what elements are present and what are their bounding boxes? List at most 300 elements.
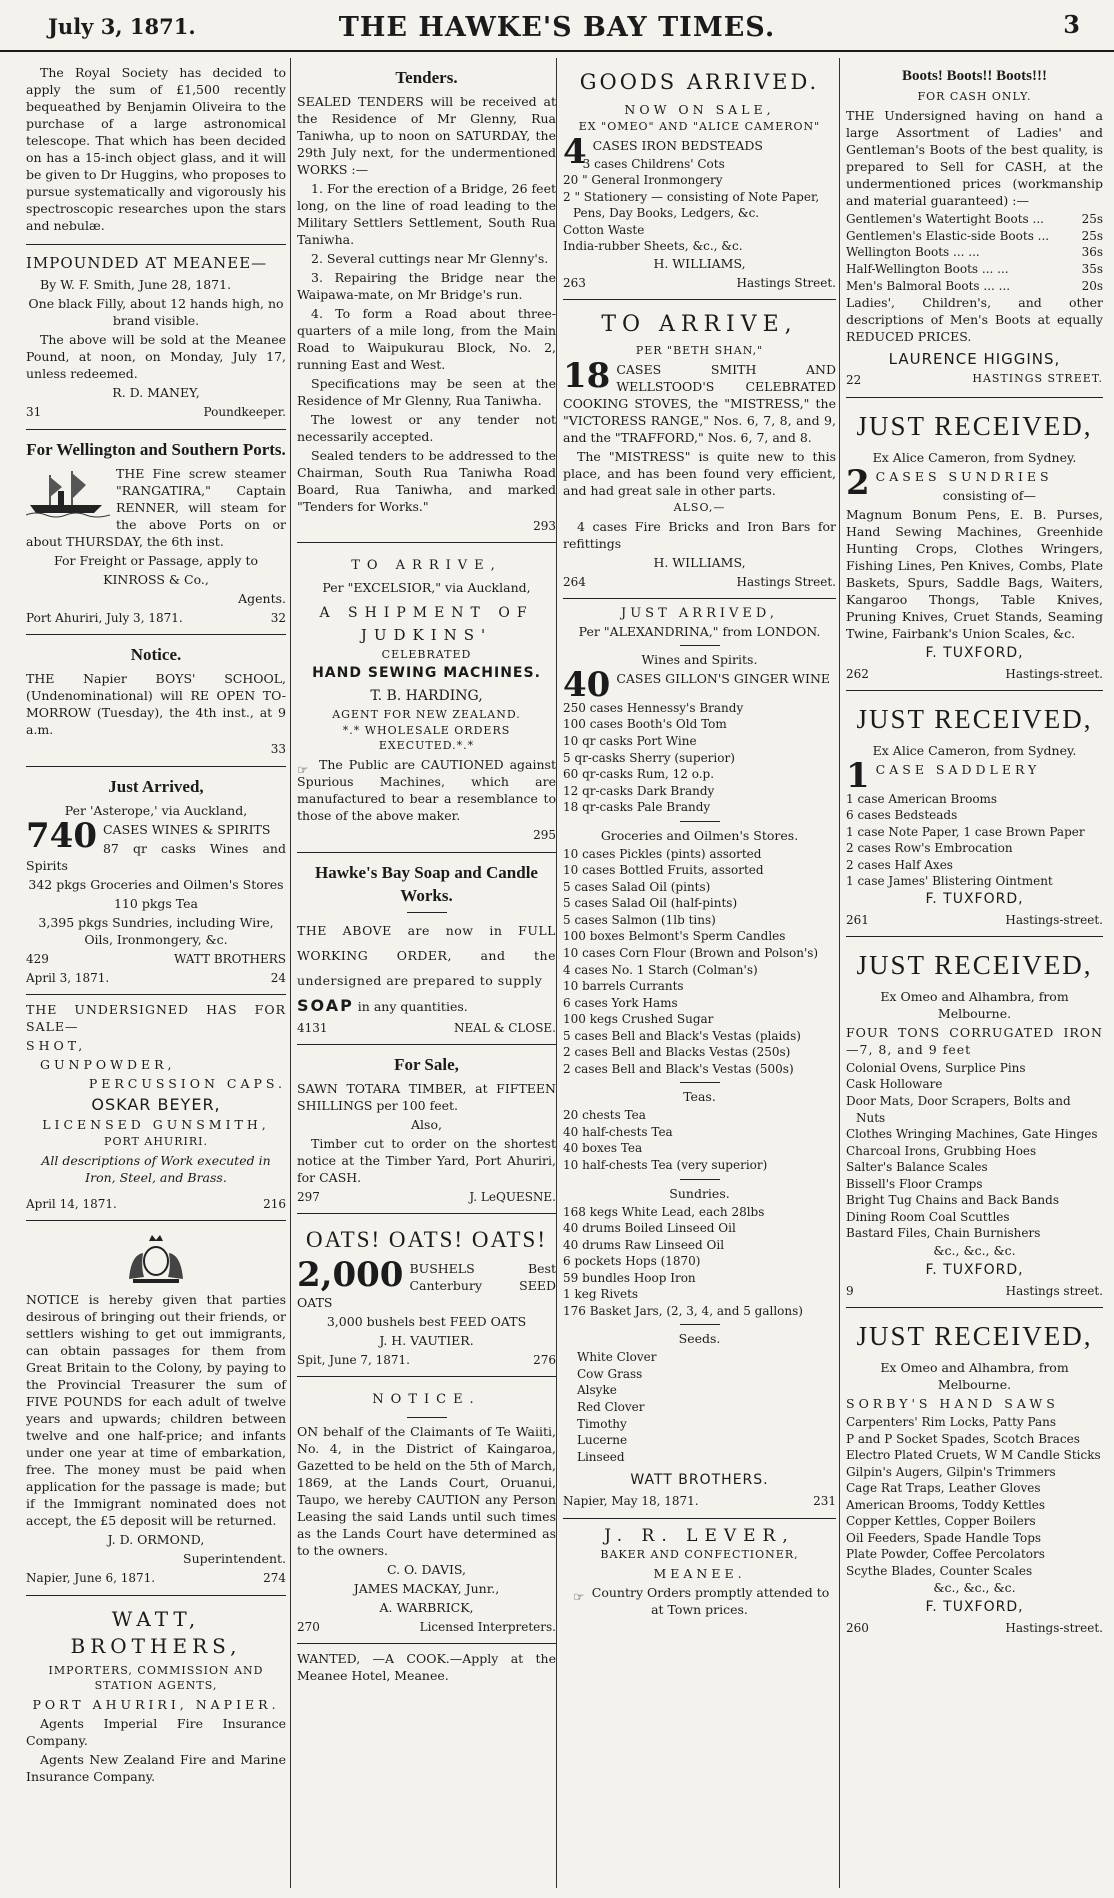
price-item: Wellington Boots ... ... [846,245,980,260]
to-arrive-name: H. WILLIAMS, [653,554,746,570]
list-item: Dining Room Coal Scuttles [846,1209,1010,1224]
wellington-agent: KINROSS & Co., [103,571,209,587]
wellington-steamer-ad [26,430,286,635]
pointing-hand-icon: ☞ [573,1589,585,1605]
impounded-body: The above will be sold at the Meanee Pound, at noon, on Monday, July 17, unless redeemed. [26,332,286,382]
timber-for-sale-ad [297,1045,556,1214]
list-item: Lucerne [577,1433,628,1448]
wanted-ad [297,1644,556,1694]
gunsmith-desc: All descriptions of Work executed in Iron, Steel, and Brass. [41,1152,271,1185]
ad-number: 22 [846,373,862,388]
impounded-by: By W. F. Smith, June 28, 1871. [40,277,232,293]
boots-title: Boots! Boots!! Boots!!! [902,68,1047,84]
list-item: Cotton Waste [563,222,645,237]
price-row [846,228,1103,245]
impounded-item: One black Filly, about 12 hands high, no brand visible. [28,296,284,329]
list-item: Cage Rat Traps, Leather Gloves [846,1481,1041,1496]
ad-number: 231 [813,1494,836,1509]
ad-number: 297 [297,1190,320,1205]
list-item: 10 half-chests Tea (very superior) [563,1158,768,1173]
jr4-list [846,1414,1103,1579]
teas-heading: Teas. [683,1089,716,1105]
judkins-ad [297,543,556,852]
column-3 [556,58,842,1888]
ad-number: 295 [533,828,556,843]
list-item: 1 keg Rivets [563,1287,639,1302]
boots-sub: FOR CASH ONLY. [917,90,1032,104]
oats-line2: 3,000 bushels best FEED OATS [326,1313,527,1329]
tenders-intro: SEALED TENDERS will be received at the Residence of Mr Glenny, Rua Taniwha, up to noon on SATURDAY, the 29th July next, for the undermentioned WORKS :— [297,94,556,178]
wines-list [563,700,836,816]
list-item: 2 " Stationery — consisting of Note Paper, Pens, Day Books, Ledgers, &c. [563,189,820,221]
column-4 [839,58,1109,1888]
list-item: 10 barrels Currants [563,979,684,994]
list-item: P and P Socket Spades, Scotch Braces [846,1431,1080,1446]
list-item: 40 drums Boiled Linseed Oil [563,1221,736,1236]
tenders-lowest: The lowest or any tender not necessarily accepted. [297,412,556,445]
lever-place: MEANEE. [653,1565,746,1581]
just-arrived-line5: 3,395 pkgs Sundries, including Wire, Oils, Ironmongery, &c. [38,914,274,947]
judkins-name: T. B. HARDING, [370,687,483,704]
sundries-list [563,1204,836,1320]
list-item: Scythe Blades, Counter Scales [846,1563,1033,1578]
list-item: 10 cases Pickles (pints) assorted [563,846,762,861]
list-item: Bright Tug Chains and Back Bands [846,1193,1059,1208]
jr4-addr: Hastings-street. [1005,1621,1103,1636]
lever-role: BAKER AND CONFECTIONER, [600,1547,799,1561]
watt-place: PORT AHURIRI, NAPIER. [32,1696,280,1712]
jr2-title: JUST RECEIVED, [856,703,1093,734]
jr4-etc: &c., &c., &c. [933,1580,1016,1596]
oats-title: OATS! OATS! OATS! [305,1227,547,1253]
wellington-title: For Wellington and Southern Ports. [26,439,286,459]
watt-brothers-ad [26,1596,286,1795]
for-sale-name: J. LeQUESNE. [469,1190,556,1205]
list-item: Plate Powder, Coffee Percolators [846,1547,1045,1562]
just-arrived-line2: 87 qr casks Wines and Spirits [26,840,286,873]
ad-number: 31 [26,405,42,420]
oats-line1: BUSHELS Best Canterbury SEED OATS [297,1260,556,1310]
for-sale-also: Also, [411,1117,442,1133]
royal-society-item [26,58,286,245]
teas-list [563,1107,836,1173]
price-item: Men's Balmoral Boots ... ... [846,278,1011,293]
tenders-title: Tenders. [395,68,458,87]
list-item: 20 " General Ironmongery [563,173,723,188]
wellington-body: THE Fine screw steamer "RANGATIRA," Captain RENNER, will steam for the above Ports on or about THURSDAY, the 6th inst. [26,465,286,549]
divider [680,645,720,646]
jr1-title: JUST RECEIVED, [856,410,1093,441]
just-arrived-line3: 342 pkgs Groceries and Oilmen's Stores [28,876,284,892]
boots-price-list [846,211,1103,294]
just-received-1 [846,398,1103,691]
list-item: 6 pockets Hops (1870) [563,1254,701,1269]
tenders-ad [297,58,556,543]
list-item: 4 cases No. 1 Starch (Colman's) [563,962,758,977]
watt-sub: IMPORTERS, COMMISSION AND STATION AGENTS, [48,1663,264,1692]
just-arrived-firm: WATT BROTHERS [174,951,286,966]
gunsmith-item1: SHOT, [26,1038,87,1054]
boots-addr: HASTINGS STREET. [972,372,1103,386]
lever-body: Country Orders promptly attended to at Town prices. [591,1584,830,1617]
gunsmith-item2: GUNPOWDER, [40,1057,176,1073]
list-item: 5 cases Salmon (1lb tins) [563,912,716,927]
list-item: 3 cases Childrens' Cots [582,156,725,171]
jr3-etc: &c., &c., &c. [933,1242,1016,1258]
jr1-ex: Ex Alice Cameron, from Sydney. [872,449,1077,465]
jr4-name: F. TUXFORD, [925,1599,1024,1616]
ad-number: 260 [846,1621,869,1636]
gunsmith-item3: PERCUSSION CAPS. [88,1076,286,1092]
seeds-heading: Seeds. [678,1331,721,1347]
just-received-3 [846,937,1103,1308]
tenders-work2: 2. Several cuttings near Mr Glenny's. [311,251,549,267]
jr3-ex: Ex Omeo and Alhambra, from Melbourne. [880,988,1069,1021]
boots-ladies: Ladies', Children's, and other descriptions of Men's Boots at equally REDUCED PRICES. [846,295,1103,345]
price-row [846,244,1103,261]
jr1-name: F. TUXFORD, [925,644,1024,661]
soap-word: SOAP [297,995,354,1015]
groceries-list [563,846,836,1078]
judkins-line2: JUDKINS' [360,626,493,645]
divider [680,1179,720,1180]
jr2-addr: Hastings-street. [1005,912,1103,927]
jr1-body: Magnum Bonum Pens, E. B. Purses, Hand Sewing Machines, Greenhide Hunting Crops, Clothes Wringers, Fishing Lines, Pen Knives, Combs, Plate Baskets, Spurs, Saddle Bags, Waiters, Kangaroo Thongs, Table Knives, Pruning Knives, Cruet Stands, Seaming Twine, Fairbank's Union Scales, &c. [846,506,1103,641]
divider [680,821,720,822]
lands-notice [297,1377,556,1644]
impounded-ad [26,245,286,430]
column-1 [20,58,292,1888]
arrived-per: Per "ALEXANDRINA," from LONDON. [578,623,821,639]
list-item: Carpenters' Rim Locks, Patty Pans [846,1414,1057,1429]
notice-body: THE Napier BOYS' SCHOOL, (Undenominational) will RE OPEN TO-MORROW (Tuesday), the 4th inst., at 9 a.m. [26,671,286,738]
ad-number: 274 [263,1571,286,1586]
arrived-title: JUST ARRIVED, [621,606,778,622]
watt-title: WATT, BROTHERS, [70,1606,242,1658]
seeds-list [577,1349,836,1465]
gunsmith-name: OSKAR BEYER, [91,1095,221,1115]
just-arrived-ad [26,767,286,996]
for-sale-body: SAWN TOTARA TIMBER, at FIFTEEN SHILLINGS per 100 feet. [297,1081,556,1114]
list-item: Gilpin's Augers, Gilpin's Trimmers [846,1464,1056,1479]
price-value: 36s [1081,245,1103,260]
just-received-4 [846,1308,1103,1645]
impounded-role: Poundkeeper. [203,405,286,420]
goods-title: GOODS ARRIVED. [579,70,820,94]
newspaper-title: THE HAWKE'S BAY TIMES. [338,12,776,43]
judkins-orders: *.* WHOLESALE ORDERS EXECUTED.*.* [342,724,511,753]
list-item: Alsyke [577,1383,617,1398]
list-item: 18 qr-casks Pale Brandy [563,800,711,815]
judkins-line3: CELEBRATED [381,647,472,661]
jr3-addr: Hastings street. [1005,1283,1103,1298]
goods-now: NOW ON SALE, [624,101,775,117]
judkins-role: AGENT FOR NEW ZEALAND. [332,707,521,721]
ad-number: 264 [563,574,586,589]
jr4-head: SORBY'S HAND SAWS [846,1395,1059,1411]
notice2-role: Licensed Interpreters. [419,1619,556,1634]
list-item: 100 boxes Belmont's Sperm Candles [563,929,786,944]
list-item: 6 cases Bedsteads [846,808,958,823]
pointing-hand-icon: ☞ [297,761,309,777]
big-number: 4 [563,131,587,172]
goods-arrived-ad [563,58,836,300]
list-item: White Clover [577,1350,657,1365]
soap-firm: NEAL & CLOSE. [454,1020,556,1035]
ad-number: 270 [297,1619,320,1634]
goods-head: CASES IRON BEDSTEADS [592,137,763,153]
list-item: 40 drums Raw Linseed Oil [563,1237,725,1252]
list-item: 5 cases Salad Oil (half-pints) [563,896,738,911]
soap-body: THE ABOVE are now in FULL WORKING ORDER, and the undersigned are prepared to supply [297,922,556,988]
list-item: 1 case American Brooms [846,791,998,806]
divider [680,1082,720,1083]
notice2-name3: A. WARBRICK, [379,1599,474,1615]
list-item: 250 cases Hennessy's Brandy [563,700,744,715]
judkins-caution: The Public are CAUTIONED against Spurious Machines, which are manufactured to bear a resemblance to those of the above maker. [297,757,556,824]
price-value: 25s [1081,212,1103,227]
for-sale-title: For Sale, [394,1054,459,1074]
oats-date: Spit, June 7, 1871. [297,1352,410,1367]
judkins-title: TO ARRIVE, [351,558,502,574]
list-item: Charcoal Irons, Grubbing Hoes [846,1143,1037,1158]
list-item: 1 case Note Paper, 1 case Brown Paper [846,824,1085,839]
notice2-body: ON behalf of the Claimants of Te Waiiti, No. 4, in the District of Kaingaroa, Gazetted to be held on the 5th of March, 1869, at the Lands Court, Oruanui, Taupo, we hereby CAUTION any Person Leasing the said Lands until such times as the Lands Court have determined as to the owners. [297,1423,556,1558]
list-item: Red Clover [577,1400,645,1415]
ad-number: 261 [846,912,869,927]
list-item: Cask Holloware [846,1077,943,1092]
ad-number: 24 [270,970,286,985]
list-item: 2 cases Bell and Blacks Vestas (250s) [563,1045,791,1060]
goods-addr: Hastings Street. [736,275,836,290]
sundries-heading: Sundries. [669,1185,730,1201]
judkins-per: Per "EXCELSIOR," via Auckland, [322,580,531,596]
wanted-body: WANTED, —A COOK.—Apply at the Meanee Hotel, Meanee. [297,1650,556,1683]
list-item: 10 cases Bottled Fruits, assorted [563,863,764,878]
wellington-freight: For Freight or Passage, apply to [54,552,258,568]
oats-ad [297,1214,556,1377]
list-item: 60 qr-casks Rum, 12 o.p. [563,767,715,782]
list-item: 20 chests Tea [563,1108,646,1123]
ad-number: 263 [563,275,586,290]
watt-agents1: Agents Imperial Fire Insurance Company. [26,1715,286,1748]
list-item: Bastard Files, Chain Burnishers [846,1226,1041,1241]
jr3-head: FOUR TONS CORRUGATED IRON—7, 8, and 9 feet [846,1024,1103,1057]
list-item: 6 cases York Hams [563,995,678,1010]
issue-date: July 3, 1871. [48,14,196,39]
wellington-agents-label: Agents. [238,590,286,606]
lever-title: J. R. LEVER, [604,1525,795,1546]
tenders-work4: 4. To form a Road about three-quarters of a mile long, from the Main Road to Waipukurau Block, No. 2, running East and West. [297,306,556,373]
list-item: 2 cases Half Axes [846,857,953,872]
goods-list [563,156,836,255]
list-item: Timothy [577,1416,627,1431]
list-item: 5 qr-casks Sherry (superior) [563,750,735,765]
wines-heading: Wines and Spirits. [641,651,758,667]
notice-title: Notice. [130,645,182,665]
list-item: 176 Basket Jars, (2, 3, 4, and 5 gallons) [563,1303,803,1318]
tenders-spec: Specifications may be seen at the Residence of Mr Glenny, Rua Taniwha. [297,376,556,409]
immigration-body: NOTICE is hereby given that parties desirous of bringing out their friends, or settlers wishing to get out immigrants, can obtain passages for them from Great Britain to the Colony, by paying to the Provincial Treasurer the sum of FIVE POUNDS for each adult of twelve years and upwards; children between twelve and one half-price; and infants under one year at time of embarkation, free. The money must be paid when application for the passage is made; but if the Immigrant nominated does not accept, the £5 deposit will be returned. [26,1292,286,1529]
list-item: 100 cases Booth's Old Tom [563,717,727,732]
immigration-notice [26,1221,286,1595]
tenders-work3: 3. Repairing the Bridge near the Waipawa-mate, on Mr Bridge's run. [297,270,556,303]
jr2-list [846,791,1103,890]
just-arrived-per: Per 'Asterope,' via Auckland, [64,802,248,818]
goods-name: H. WILLIAMS, [653,255,746,271]
list-item: 1 case James' Blistering Ointment [846,874,1053,889]
price-row [846,278,1103,295]
divider [680,1324,720,1325]
wellington-place: Port Ahuriri, July 3, 1871. [26,610,183,625]
jr2-name: F. TUXFORD, [925,890,1024,907]
jr2-head: CASE SADDLERY [875,761,1041,777]
boots-ad [846,58,1103,398]
jr3-list [846,1060,1103,1242]
list-item: Door Mats, Door Scrapers, Bolts and Nuts [846,1094,1071,1125]
ad-number: 9 [846,1283,854,1298]
list-item: 40 boxes Tea [563,1141,643,1156]
just-arrived-line4: 110 pkgs Tea [113,895,198,911]
price-value: 35s [1081,261,1103,276]
list-item: 10 cases Corn Flour (Brown and Polson's) [563,946,819,960]
ad-number: 276 [533,1352,556,1367]
to-arrive-also: ALSO,— [673,500,726,514]
list-item: Bissell's Floor Cramps [846,1176,983,1191]
just-received-2 [846,691,1103,937]
list-item: 100 kegs Crushed Sugar [563,1012,714,1027]
steamship-icon [26,467,110,519]
arrived-firm: WATT BROTHERS. [630,1472,769,1489]
gunsmith-place: PORT AHURIRI. [104,1135,208,1149]
jr1-addr: Hastings-street. [1005,666,1103,681]
list-item: 5 cases Bell and Black's Vestas (plaids) [563,1028,801,1043]
big-number: 1 [846,755,870,796]
watt-agents2: Agents New Zealand Fire and Marine Insurance Company. [26,1751,286,1784]
jr4-ex: Ex Omeo and Alhambra, from Melbourne. [880,1359,1069,1392]
lever-baker-ad [563,1519,836,1628]
jr4-title: JUST RECEIVED, [856,1321,1093,1352]
list-item: India-rubber Sheets, &c., &c. [563,239,743,254]
price-item: Gentlemen's Watertight Boots ... [846,212,1044,227]
impounded-title: IMPOUNDED AT MEANEE— [26,254,268,272]
cooking-stoves-ad [563,300,836,599]
divider [407,912,447,913]
masthead [0,0,1114,52]
notice2-name1: C. O. DAVIS, [386,1561,466,1577]
big-number: 740 [26,815,97,856]
list-item: Electro Plated Cruets, W M Candle Sticks [846,1448,1101,1463]
price-item: Half-Wellington Boots ... ... [846,261,1009,276]
jr3-name: F. TUXFORD, [925,1261,1024,1278]
list-item: 5 cases Salad Oil (pints) [563,879,711,894]
list-item: Colonial Ovens, Surplice Pins [846,1060,1026,1075]
impounded-name: R. D. MANEY, [112,385,200,401]
notice2-name2: JAMES MACKAY, Junr., [353,1580,500,1596]
page-number: 3 [1063,10,1080,39]
arrived-first: CASES GILLON'S GINGER WINE [616,670,831,686]
school-notice [26,635,286,766]
judkins-line4: HAND SEWING MACHINES. [312,665,541,682]
to-arrive-also-body: 4 cases Fire Bricks and Iron Bars for refittings [563,518,836,551]
gunsmith-ad [26,995,286,1221]
list-item: Copper Kettles, Copper Boilers [846,1514,1036,1529]
column-2 [290,58,562,1888]
list-item: Oil Feeders, Spade Handle Tops [846,1530,1042,1545]
price-row [846,211,1103,228]
ad-number: 429 [26,951,49,966]
list-item: 12 qr-casks Dark Brandy [563,783,715,798]
oats-name: J. H. VAUTIER. [379,1332,474,1348]
jr3-title: JUST RECEIVED, [856,950,1093,981]
list-item: Salter's Balance Scales [846,1160,988,1175]
just-arrived-title: Just Arrived, [108,776,204,796]
immigration-date: Napier, June 6, 1871. [26,1571,156,1586]
ad-number: 4131 [297,1020,328,1035]
big-number: 18 [563,355,611,396]
ad-number: 33 [270,742,286,757]
ad-number: 216 [263,1196,286,1211]
list-item: 2 cases Row's Embrocation [846,841,1013,856]
price-value: 25s [1081,228,1103,243]
price-item: Gentlemen's Elastic-side Boots ... [846,228,1050,243]
list-item: Clothes Wringing Machines, Gate Hinges [846,1127,1098,1142]
notice2-title: NOTICE. [372,1391,481,1407]
price-row [846,261,1103,278]
to-arrive-body: CASES SMITH AND WELLSTOOD'S CELEBRATED COOKING STOVES, the "MISTRESS," the "VICTORESS RANGE," Nos. 6, 7, 8, and 9, and the "TRAFFORD," Nos. 6, 7, and 8. [563,361,836,445]
big-number: 40 [563,664,611,705]
to-arrive-addr: Hastings Street. [736,574,836,589]
soap-qty: in any quantities. [357,998,468,1014]
ad-number: 32 [270,610,286,625]
jr2-ex: Ex Alice Cameron, from Sydney. [872,742,1077,758]
to-arrive-per: PER "BETH SHAN," [635,344,764,357]
divider [407,1417,447,1418]
judkins-line1: A SHIPMENT OF [319,605,534,622]
list-item: 59 bundles Hoop Iron [563,1270,696,1285]
ad-number: 293 [533,519,556,534]
list-item: Cow Grass [577,1366,643,1381]
boots-body: THE Undersigned having on hand a large Assortment of Ladies' and Gentleman's Boots of the best quality, is prepared to Sell for CASH, at the undermentioned prices (workmanship and material guaranteed) :— [846,108,1103,209]
jr1-head: CASES SUNDRIES [875,468,1053,484]
tenders-sealed: Sealed tenders to be addressed to the Chairman, South Rua Taniwha Road Board, Rua Taniwha, and marked "Tenders for Works." [297,448,556,515]
just-arrived-date: April 3, 1871. [26,970,110,985]
jr1-cons: consisting of— [942,487,1036,503]
royal-society-text: The Royal Society has decided to apply the sum of £1,500 recently bequeathed by Benjamin Oliveira to the purchase of a large astronomical telescope. That which has been decided on has a 15-inch object glass, and it will be given to Dr Huggins, who proposes to pursue systematically and vigorously his spectroscopic researches upon the stars and nebulæ. [26,65,286,233]
immigration-name: J. D. ORMOND, [107,1532,205,1548]
groceries-heading: Groceries and Oilmen's Stores. [600,827,799,843]
big-number: 2 [846,462,870,503]
tenders-work1: 1. For the erection of a Bridge, 26 feet long, on the line of road leading to the Military Settlers Settlement, South Rua Taniwha. [297,181,556,248]
for-sale-body2: Timber cut to order on the shortest notice at the Timber Yard, Port Ahuriri, for CASH. [297,1136,556,1186]
price-value: 20s [1081,278,1103,293]
gunsmith-date: April 14, 1871. [26,1196,117,1211]
ad-number: 262 [846,666,869,681]
gunsmith-role: LICENSED GUNSMITH, [42,1117,270,1133]
to-arrive-mistress: The "MISTRESS" is quite new to this place, and has been found very efficient, and had great sale in other parts. [563,448,836,498]
soap-title: Hawke's Bay Soap and Candle Works. [315,862,538,905]
gunsmith-title: THE UNDERSIGNED HAS FOR SALE— [26,1002,286,1035]
list-item: 168 kegs White Lead, each 28lbs [563,1204,765,1219]
just-arrived-line1: CASES WINES & SPIRITS [102,821,271,837]
soap-works-ad [297,853,556,1045]
big-number: 2,000 [297,1254,404,1295]
arrived-date: Napier, May 18, 1871. [563,1494,699,1509]
list-item: 2 cases Bell and Black's Vestas (500s) [563,1061,794,1076]
list-item: Linseed [577,1449,625,1464]
list-item: American Brooms, Toddy Kettles [846,1497,1046,1512]
royal-crest-icon [121,1231,191,1287]
